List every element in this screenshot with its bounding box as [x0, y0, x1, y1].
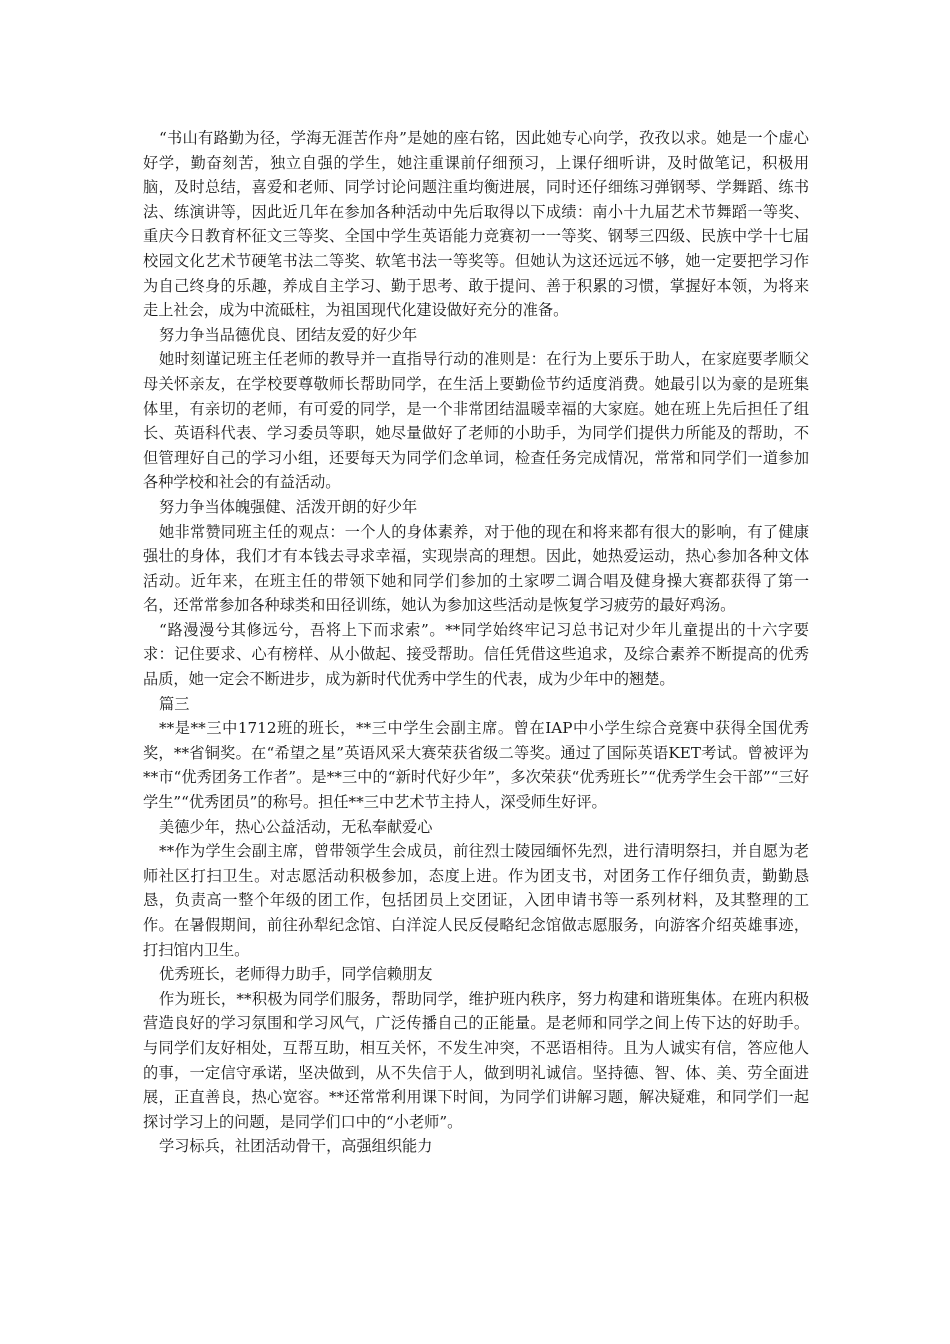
heading-excellent-monitor: 优秀班长，老师得力助手，同学信赖朋友: [159, 965, 433, 984]
paragraph-conclusion: “路漫漫兮其修远兮，吾将上下而求索”。**同学始终牢记习总书记对少年儿童提出的十六字要求：记住要求、心有榜样、从小做起、接受帮助。信任凭借这些追求，及综合素养不断提高的优秀品质，她一定会不断进步，成为新时代优秀中学生的代表，成为少年中的翘楚。: [143, 620, 809, 689]
document-page: [143, 126, 809, 1159]
heading-moral-youth: 努力争当品德优良、团结友爱的好少年: [159, 325, 418, 344]
paragraph-class-duties: 她时刻谨记班主任老师的教导并一直指导行动的准则是：在行为上要乐于助人，在家庭要孝顺父母关怀亲友，在学校要尊敬师长帮助同学，在生活上要勤俭节约适度消费。她最引以为豪的是班集体里，有亲切的老师，有可爱的同学，是一个非常团结温暖幸福的大家庭。她在班上先后担任了组长、英语科代表、学习委员等职，她尽量做好了老师的小助手，为同学们提供力所能及的帮助，不但管理好自己的学习小组，还要每天为同学们念单词，检查任务完成情况，常常和同学们一道参加各种学校和社会的有益活动。: [143, 350, 809, 492]
paragraph-class-monitor-intro: **是**三中1712班的班长，**三中学生会副主席。曾在IAP中小学生综合竞赛中获得全国优秀奖，**省铜奖。在“希望之星”英语风采大赛荣获省级二等奖。通过了国际英语KET考试。曾被评为**市“优秀团务工作者”。是**三中的“新时代好少年”，多次荣获“优秀班长”“优秀学生会干部”“三好学生”“优秀团员”的称号。担任**三中艺术节主持人，深受师生好评。: [143, 719, 809, 812]
paragraph-volunteer: **作为学生会副主席，曾带领学生会成员，前往烈士陵园缅怀先烈，进行清明祭扫，并自愿为老师社区打扫卫生。对志愿活动积极参加，态度上进。作为团支书，对团务工作仔细负责，勤勤恳恳，负责高一整个年级的团工作，包括团员上交团证，入团申请书等一系列材料，及其整理的工作。在暑假期间，前往孙犁纪念馆、白洋淀人民反侵略纪念馆做志愿服务，向游客介绍英雄事迹，打扫馆内卫生。: [143, 842, 809, 959]
heading-virtue-youth: 美德少年，热心公益活动，无私奉献爱心: [159, 817, 433, 836]
heading-part-three: 篇三: [159, 694, 190, 713]
heading-healthy-youth: 努力争当体魄强健、活泼开朗的好少年: [159, 497, 418, 516]
paragraph-monitor-duties: 作为班长，**积极为同学们服务，帮助同学，维护班内秩序，努力构建和谐班集体。在班内积极营造良好的学习氛围和学习风气，广泛传播自己的正能量。是老师和同学之间上传下达的好助手。与同学们友好相处，互帮互助，相互关怀，不发生冲突，不恶语相待。且为人诚实有信，答应他人的事，一定信守承诺，坚决做到，从不失信于人，做到明礼诚信。坚持德、智、体、美、劳全面进展，正直善良，热心宽容。**还常常利用课下时间，为同学们讲解习题，解决疑难，和同学们一起探讨学习上的问题，是同学们口中的“小老师”。: [143, 989, 809, 1131]
paragraph-motto: “书山有路勤为径，学海无涯苦作舟”是她的座右铭，因此她专心向学，孜孜以求。她是一个虚心好学，勤奋刻苦，独立自强的学生，她注重课前仔细预习，上课仔细听讲，及时做笔记，积极用脑，及时总结，喜爱和老师、同学讨论问题注重均衡进展，同时还仔细练习弹钢琴、学舞蹈、练书法、练演讲等，因此近几年在参加各种活动中先后取得以下成绩：南小十九届艺术节舞蹈一等奖、重庆今日教育杯征文三等奖、全国中学生英语能力竞赛初一一等奖、钢琴三四级、民族中学十七届校园文化艺术节硬笔书法二等奖、软笔书法一等奖等。但她认为这还远远不够，她一定要把学习作为自己终身的乐趣，养成自主学习、勤于思考、敢于提问、善于积累的习惯，掌握好本领，为将来走上社会，成为中流砥柱，为祖国现代化建设做好充分的准备。: [143, 129, 809, 320]
paragraph-sports: 她非常赞同班主任的观点：一个人的身体素养，对于他的现在和将来都有很大的影响，有了健康强壮的身体，我们才有本钱去寻求幸福，实现崇高的理想。因此，她热爱运动，热心参加各种文体活动。近年来，在班主任的带领下她和同学们参加的土家啰二调合唱及健身操大赛都获得了第一名，还常常参加各种球类和田径训练，她认为参加这些活动是恢复学习疲劳的最好鸡汤。: [143, 522, 809, 615]
heading-study-model: 学习标兵，社团活动骨干，高强组织能力: [159, 1137, 433, 1156]
